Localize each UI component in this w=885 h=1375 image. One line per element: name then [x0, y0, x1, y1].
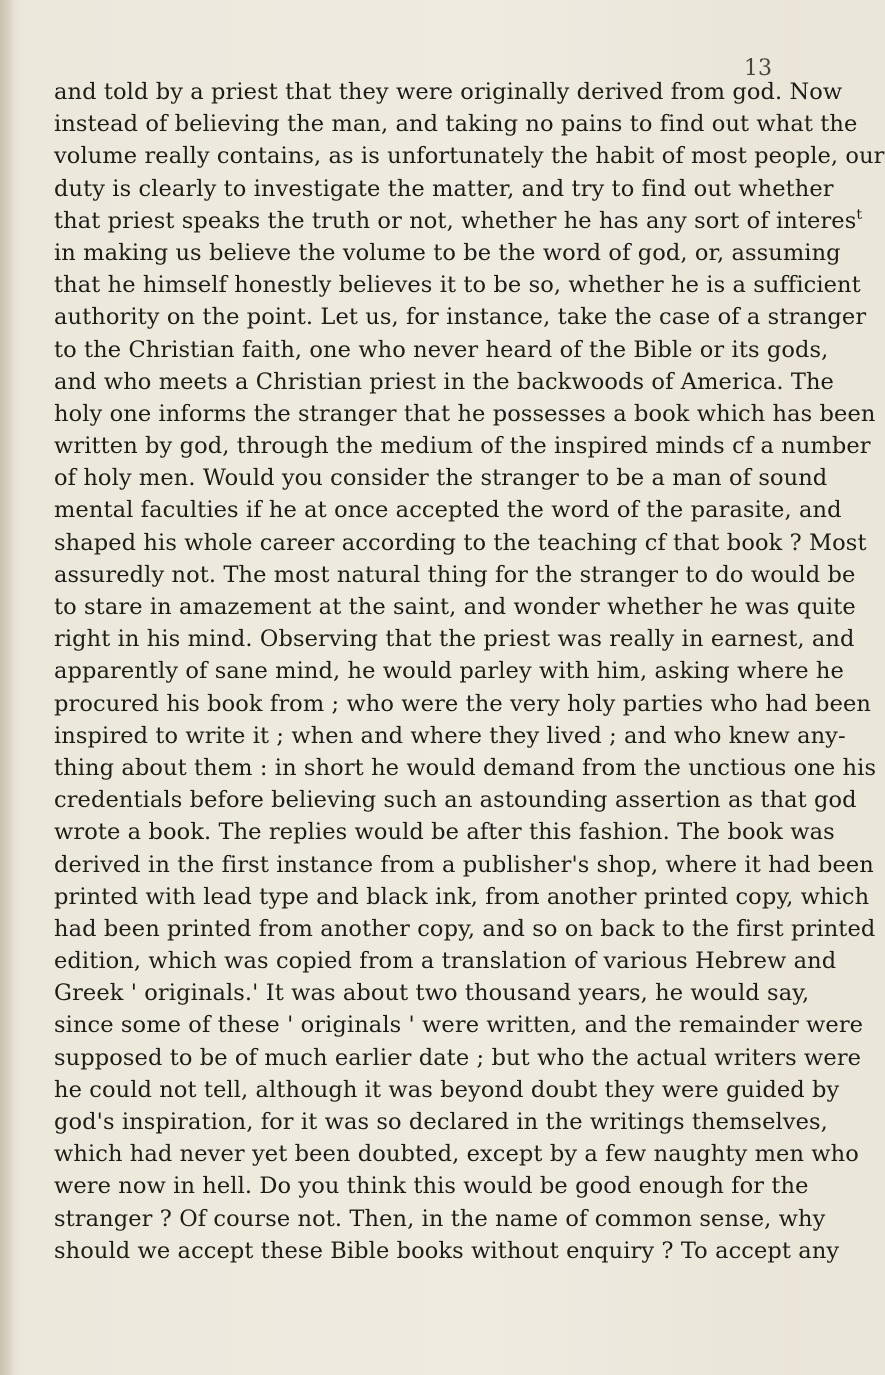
text-line: printed with lead type and black ink, from another printed copy, which	[54, 883, 870, 910]
text-line: instead of believing the man, and taking no pains to find out what the	[54, 111, 858, 138]
text-line: derived in the first instance from a publisher's shop, where it had been	[54, 851, 874, 878]
text-line: duty is clearly to investigate the matter, and try to find out whether	[54, 175, 834, 202]
text-line: thing about them : in short he would demand from the unctious one his	[54, 754, 877, 781]
text-line: had been printed from another copy, and so on back to the first printed	[54, 915, 876, 942]
text-line: that he himself honestly believes it to be so, whether he is a sufficient	[54, 272, 861, 299]
text-line: since some of these ' originals ' were written, and the remainder were	[54, 1012, 864, 1039]
binding-shadow	[0, 0, 14, 1375]
text-line-with-superscript	[54, 205, 863, 237]
text-line: credentials before believing such an astounding assertion as that god	[54, 787, 857, 814]
text-line: Greek ' originals.' It was about two thousand years, he would say,	[54, 980, 810, 1007]
text-line: of holy men. Would you consider the stranger to be a man of sound	[54, 465, 828, 492]
superscript-letter: t	[856, 206, 863, 223]
text-line: right in his mind. Observing that the priest was really in earnest, and	[54, 626, 855, 653]
text-line: in making us believe the volume to be the word of god, or, assuming	[54, 239, 841, 266]
text-line: volume really contains, as is unfortunately the habit of most people, our	[54, 143, 885, 170]
text-line-main: that priest speaks the truth or not, whether he has any sort of interes	[54, 207, 857, 234]
text-line: procured his book from ; who were the very holy parties who had been	[54, 690, 871, 717]
text-line: god's inspiration, for it was so declared in the writings themselves,	[54, 1109, 828, 1135]
text-line: which had never yet been doubted, except by a few naughty men who	[54, 1141, 859, 1168]
text-line: holy one informs the stranger that he possesses a book which has been	[54, 400, 876, 427]
text-line: mental faculties if he at once accepted the word of the parasite, and	[54, 497, 842, 524]
text-line: to stare in amazement at the saint, and wonder whether he was quite	[54, 594, 856, 620]
text-line: assuredly not. The most natural thing for the stranger to do would be	[54, 561, 856, 588]
text-line: wrote a book. The replies would be after this fashion. The book was	[54, 819, 835, 846]
page-number: 13	[744, 56, 772, 81]
text-line: he could not tell, although it was beyond doubt they were guided by	[54, 1076, 840, 1103]
text-line: and who meets a Christian priest in the backwoods of America. The	[54, 368, 834, 395]
text-line: shaped his whole career according to the teaching cf that book ? Most	[54, 529, 867, 556]
text-line: stranger ? Of course not. Then, in the name of common sense, why	[54, 1205, 826, 1232]
text-line: edition, which was copied from a translation of various Hebrew and	[54, 948, 837, 975]
body-text	[54, 76, 885, 1267]
text-line: apparently of sane mind, he would parley with him, asking where he	[54, 658, 844, 685]
text-line: authority on the point. Let us, for instance, take the case of a stranger	[54, 304, 867, 331]
text-line: should we accept these Bible books without enquiry ? To accept any	[54, 1237, 840, 1264]
text-line: written by god, through the medium of the inspired minds cf a number	[54, 433, 871, 460]
text-line: to the Christian faith, one who never heard of the Bible or its gods,	[54, 336, 829, 363]
text-line: were now in hell. Do you think this would be good enough for the	[54, 1173, 809, 1200]
text-line: and told by a priest that they were originally derived from god. Now	[54, 79, 843, 105]
text-line: inspired to write it ; when and where they lived ; and who knew any-	[54, 722, 846, 749]
text-line: supposed to be of much earlier date ; but who the actual writers were	[54, 1044, 862, 1071]
